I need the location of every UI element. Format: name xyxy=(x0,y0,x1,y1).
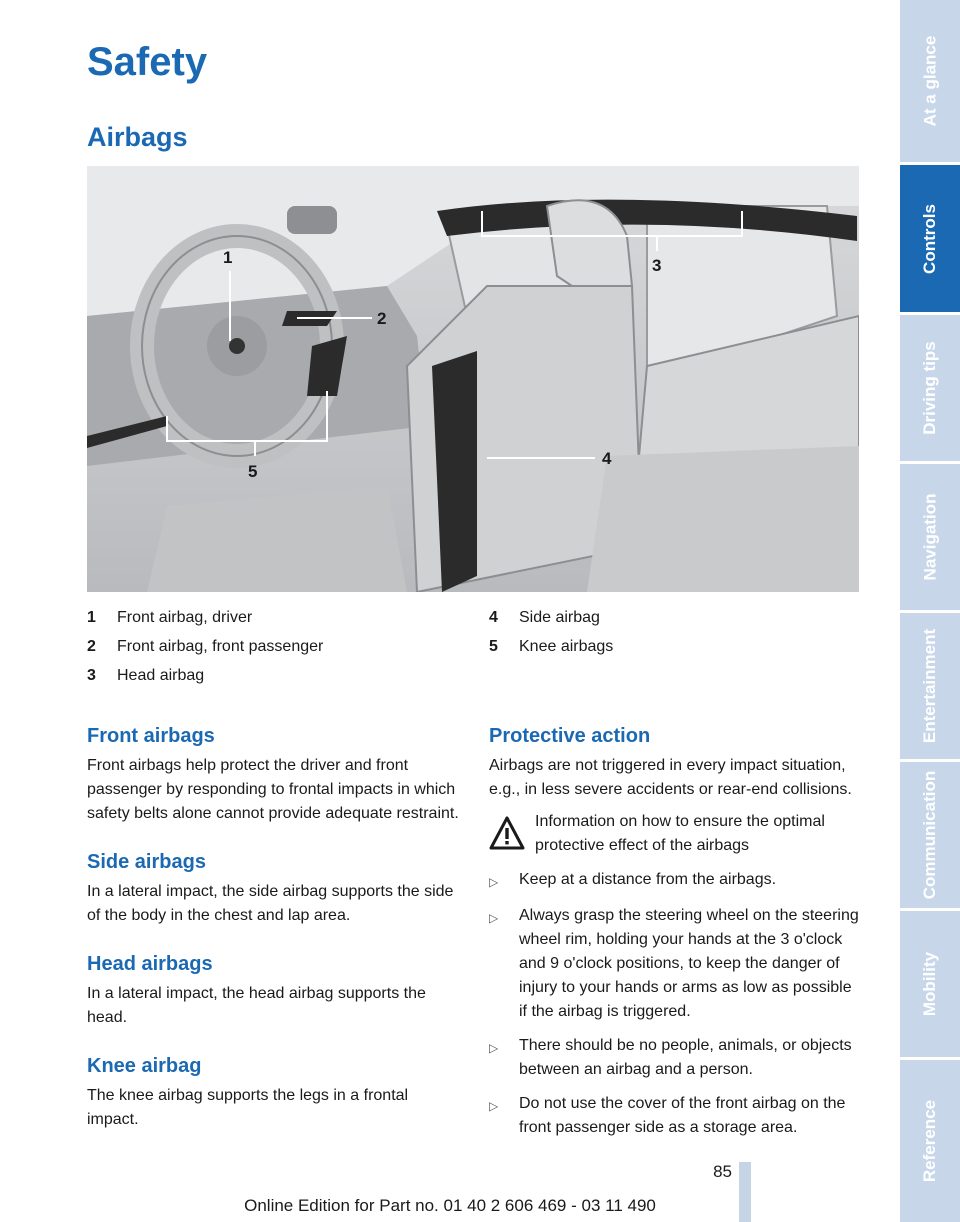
legend-label: Knee airbags xyxy=(519,638,614,655)
callout-2: 2 xyxy=(377,309,387,328)
legend-label: Front airbag, front passenger xyxy=(117,638,324,655)
tab-label: Communication xyxy=(920,770,940,900)
page-footer: Online Edition for Part no. 01 40 2 606 469 - 03 11 490 xyxy=(244,1196,656,1215)
tab-entertainment[interactable] xyxy=(900,613,960,759)
head-airbags-text: In a lateral impact, the head airbag supports the head. xyxy=(87,985,426,1026)
protective-action-text: Airbags are not triggered in every impact situation, e.g., in less severe accidents or rear-end collisions. xyxy=(489,757,852,798)
head-airbags-heading: Head airbags xyxy=(87,953,213,975)
tab-label: Mobility xyxy=(920,951,939,1017)
precaution-list xyxy=(489,868,861,1140)
warning-triangle-icon xyxy=(489,816,525,850)
left-column xyxy=(87,722,462,1154)
page-title: Safety xyxy=(87,40,208,84)
airbag-illustration xyxy=(87,166,859,592)
tab-navigation[interactable] xyxy=(900,464,960,610)
tab-communication[interactable] xyxy=(900,762,960,908)
tab-label: Navigation xyxy=(920,493,939,581)
side-airbags-text: In a lateral impact, the side airbag supports the side of the body in the chest and lap area. xyxy=(87,883,454,924)
knee-airbag-heading: Knee airbag xyxy=(87,1055,202,1077)
list-item xyxy=(489,1034,861,1082)
callout-4: 4 xyxy=(602,449,612,468)
front-airbags-text: Front airbags help protect the driver and front passenger by responding to frontal impacts in which safety belts alone cannot provide adequate restraint. xyxy=(87,757,459,822)
bullet-triangle-icon: ▷ xyxy=(489,1099,499,1113)
legend-label: Head airbag xyxy=(117,667,205,684)
legend-num: 3 xyxy=(87,667,96,684)
page-subtitle: Airbags xyxy=(87,122,188,152)
knee-airbag-text: The knee airbag supports the legs in a frontal impact. xyxy=(87,1087,409,1128)
protective-action-heading: Protective action xyxy=(489,725,651,747)
tab-label: Controls xyxy=(920,203,940,274)
callout-3: 3 xyxy=(652,256,662,275)
legend-label: Side airbag xyxy=(519,609,600,626)
callout-1: 1 xyxy=(223,248,233,267)
legend-num: 5 xyxy=(489,638,498,655)
legend-left xyxy=(87,603,323,690)
callout-5: 5 xyxy=(248,462,258,481)
list-item xyxy=(489,1092,861,1140)
list-item xyxy=(489,868,861,894)
legend-right xyxy=(489,603,613,661)
tab-label: Reference xyxy=(920,1099,939,1183)
list-item-text: Always grasp the steering wheel on the steering wheel rim, holding your hands at the 3 o'clock and 9 o'clock positions, to keep the danger of injury to your hands or arms as low as possible if the airbag is triggered. xyxy=(519,907,859,1020)
legend-item xyxy=(489,603,613,632)
front-airbags-heading: Front airbags xyxy=(87,725,215,747)
right-column xyxy=(489,722,861,1150)
legend-num: 4 xyxy=(489,609,498,626)
side-airbags-heading: Side airbags xyxy=(87,851,206,873)
legend-item xyxy=(87,661,323,690)
tab-driving-tips[interactable] xyxy=(900,315,960,461)
bullet-triangle-icon: ▷ xyxy=(489,1041,499,1055)
tab-label: Driving tips xyxy=(920,341,940,435)
tab-controls[interactable] xyxy=(900,165,960,312)
tab-label: Entertainment xyxy=(920,628,940,744)
tab-mobility[interactable] xyxy=(900,911,960,1057)
legend-label: Front airbag, driver xyxy=(117,609,253,626)
warning-note xyxy=(489,810,861,858)
legend-item xyxy=(489,632,613,661)
list-item xyxy=(489,904,861,1024)
legend-num: 1 xyxy=(87,609,96,626)
bullet-triangle-icon: ▷ xyxy=(489,875,499,889)
list-item-text: There should be no people, animals, or objects between an airbag and a person. xyxy=(519,1037,852,1078)
bullet-triangle-icon: ▷ xyxy=(489,911,499,925)
tab-at-a-glance[interactable] xyxy=(900,0,960,162)
legend-item xyxy=(87,632,323,661)
warning-text: Information on how to ensure the optimal protective effect of the airbags xyxy=(535,813,825,854)
legend-item xyxy=(87,603,323,632)
chapter-tabs xyxy=(900,0,960,1222)
list-item-text: Do not use the cover of the front airbag on the front passenger side as a storage area. xyxy=(519,1095,846,1136)
page-number: 85 xyxy=(713,1162,732,1181)
tab-reference[interactable] xyxy=(900,1060,960,1222)
legend-num: 2 xyxy=(87,638,96,655)
list-item-text: Keep at a distance from the airbags. xyxy=(519,871,777,888)
tab-label: At a glance xyxy=(920,35,940,127)
